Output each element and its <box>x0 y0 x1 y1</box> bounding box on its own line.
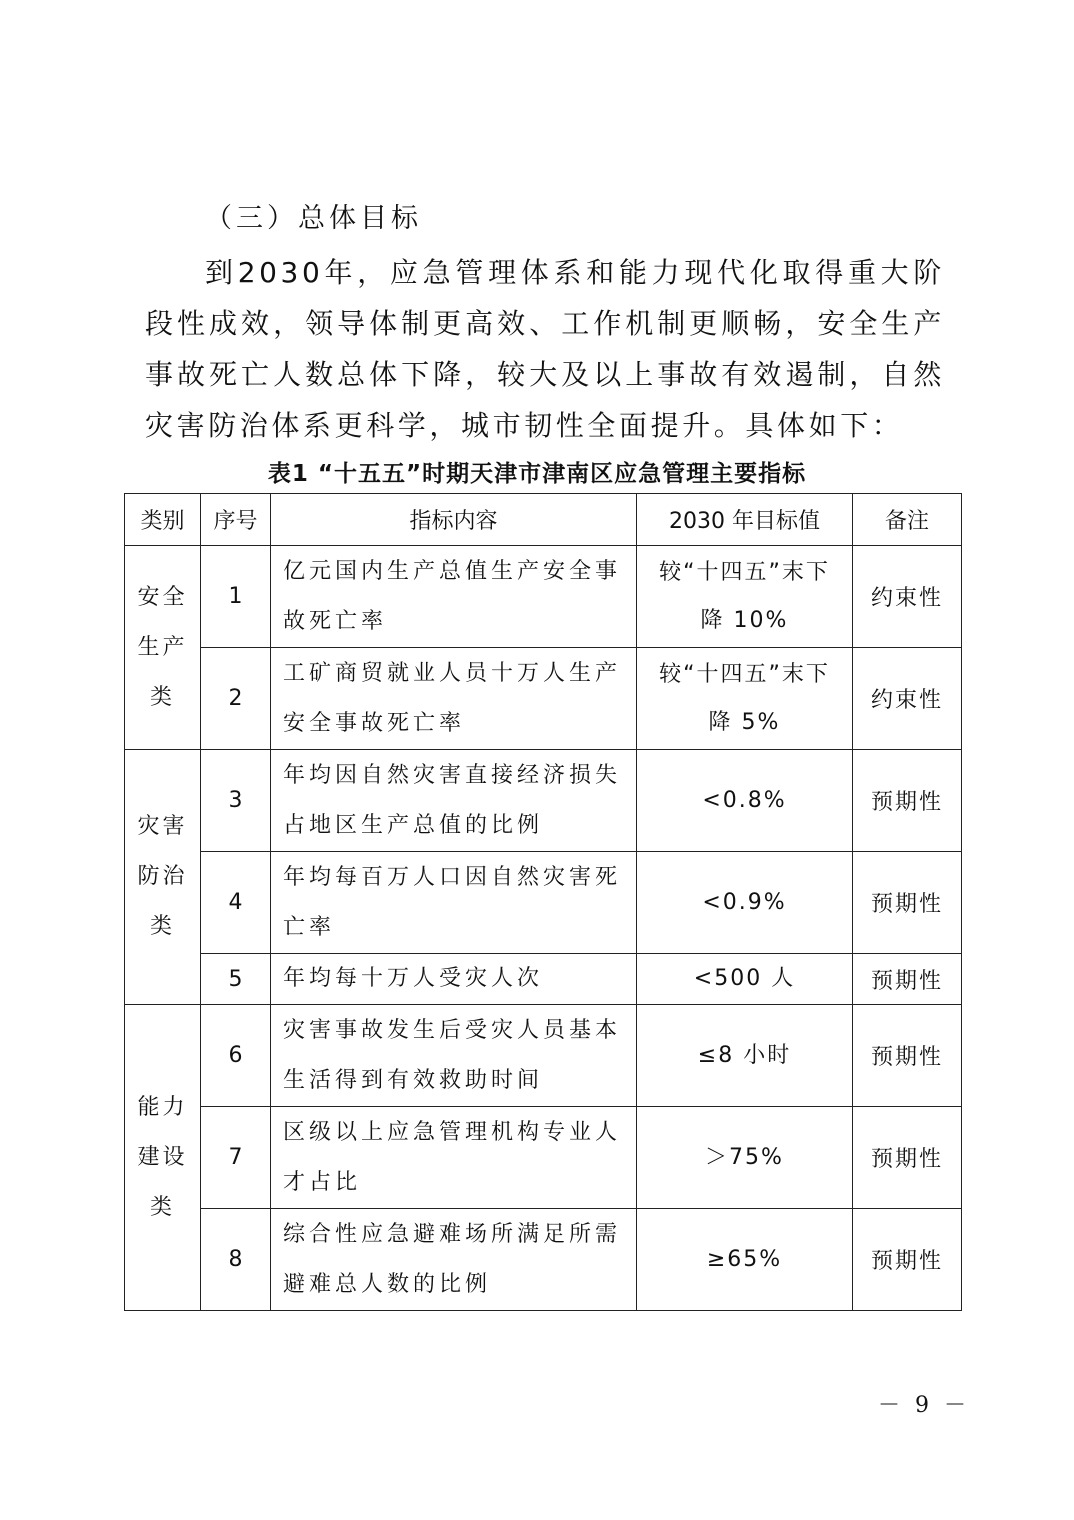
category-cell: 灾害防治类 <box>125 750 201 1005</box>
row-number: 8 <box>201 1209 271 1311</box>
row-target: 较“十四五”末下降 5% <box>637 648 853 750</box>
table-row <box>125 1209 962 1311</box>
row-number: 2 <box>201 648 271 750</box>
row-content: 工矿商贸就业人员十万人生产安全事故死亡率 <box>271 648 637 750</box>
table-row <box>125 750 962 852</box>
table-row <box>125 546 962 648</box>
header-target: 2030 年目标值 <box>637 494 853 546</box>
table-row <box>125 1005 962 1107</box>
table-row <box>125 648 962 750</box>
section-heading: （三）总体目标 <box>205 203 422 234</box>
header-number: 序号 <box>201 494 271 546</box>
row-note: 预期性 <box>853 852 962 954</box>
page-number: － 9 － <box>878 1393 970 1418</box>
row-number: 7 <box>201 1107 271 1209</box>
row-content: 亿元国内生产总值生产安全事故死亡率 <box>271 546 637 648</box>
table-title: 表1 “十五五”时期天津市津南区应急管理主要指标 <box>267 461 807 487</box>
header-category: 类别 <box>125 494 201 546</box>
row-target: <0.9% <box>637 852 853 954</box>
table-row <box>125 954 962 1005</box>
row-content: 年均每百万人口因自然灾害死亡率 <box>271 852 637 954</box>
row-target: ≥65% <box>637 1209 853 1311</box>
row-content: 年均因自然灾害直接经济损失占地区生产总值的比例 <box>271 750 637 852</box>
section-paragraph: 到2030年，应急管理体系和能力现代化取得重大阶段性成效，领导体制更高效、工作机制更顺畅，安全生产事故死亡人数总体下降，较大及以上事故有效遏制，自然灾害防治体系更科学，城市韧性全面提升。具体如下： <box>145 256 945 442</box>
category-cell: 能力建设类 <box>125 1005 201 1311</box>
row-note: 约束性 <box>853 546 962 648</box>
table-row <box>125 852 962 954</box>
row-number: 3 <box>201 750 271 852</box>
row-target: <500 人 <box>637 954 853 1005</box>
row-target: ＞75% <box>637 1107 853 1209</box>
indicator-table <box>124 493 962 1311</box>
row-content: 区级以上应急管理机构专业人才占比 <box>271 1107 637 1209</box>
row-note: 预期性 <box>853 750 962 852</box>
header-content: 指标内容 <box>271 494 637 546</box>
row-target: <0.8% <box>637 750 853 852</box>
row-content: 综合性应急避难场所满足所需避难总人数的比例 <box>271 1209 637 1311</box>
row-note: 预期性 <box>853 954 962 1005</box>
row-note: 预期性 <box>853 1005 962 1107</box>
row-number: 5 <box>201 954 271 1005</box>
row-content: 年均每十万人受灾人次 <box>271 954 637 1005</box>
row-content: 灾害事故发生后受灾人员基本生活得到有效救助时间 <box>271 1005 637 1107</box>
row-number: 4 <box>201 852 271 954</box>
header-note: 备注 <box>853 494 962 546</box>
row-target: 较“十四五”末下降 10% <box>637 546 853 648</box>
table-row <box>125 1107 962 1209</box>
category-cell: 安全生产类 <box>125 546 201 750</box>
row-target: ≤8 小时 <box>637 1005 853 1107</box>
row-note: 预期性 <box>853 1107 962 1209</box>
row-number: 6 <box>201 1005 271 1107</box>
row-note: 预期性 <box>853 1209 962 1311</box>
table-header-row <box>125 494 962 546</box>
row-note: 约束性 <box>853 648 962 750</box>
row-number: 1 <box>201 546 271 648</box>
